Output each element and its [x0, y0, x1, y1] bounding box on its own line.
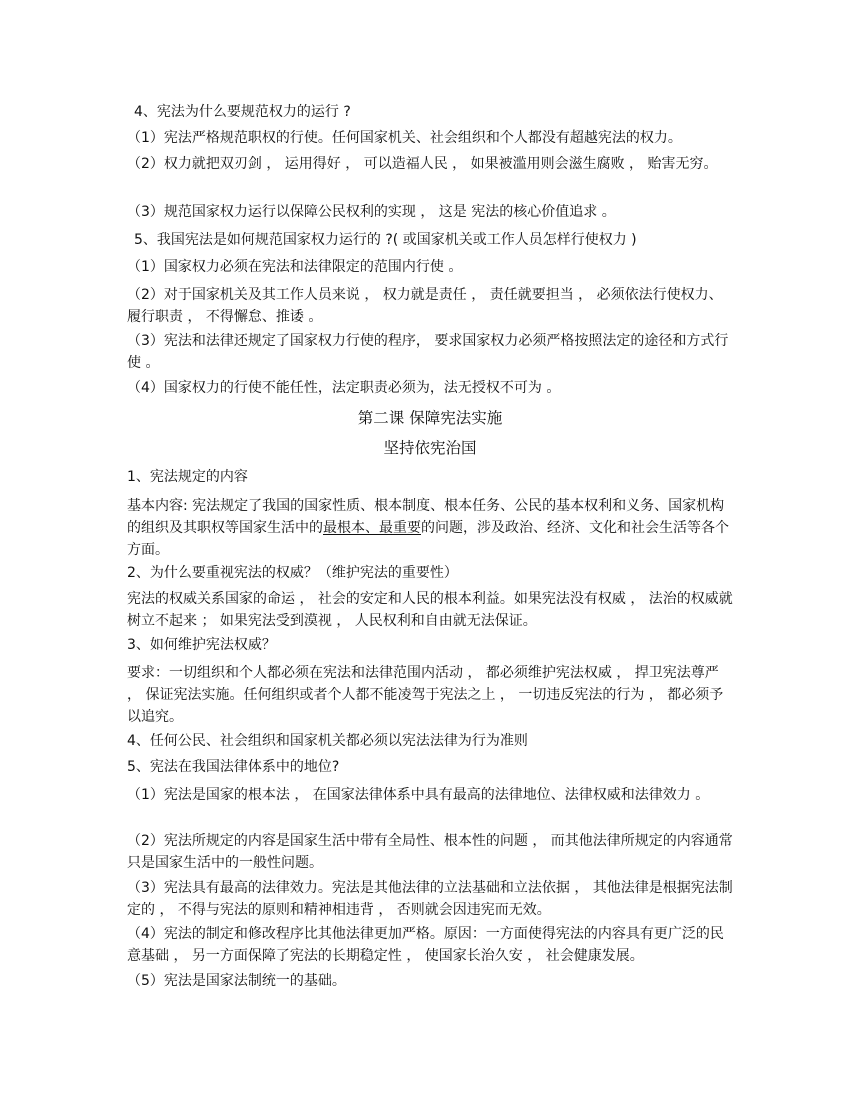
answer-4-3: （3）规范国家权力运行以保障公民权利的实现 ， 这是 宪法的核心价值追求 。 — [127, 204, 616, 220]
question-4-heading: 4、宪法为什么要规范权力的运行 ? — [134, 104, 351, 120]
lesson-title: 第二课 保障宪法实施 — [357, 409, 503, 427]
section-2-body: 宪法的权威关系国家的命运 ， 社会的安定和人民的根本利益。如果宪法没有权威 ， 法治的权威就树立不起来 ； 如果宪法受到漠视 ， 人民权利和自由就无法保证。 — [127, 591, 733, 629]
question-5-heading: 5、我国宪法是如何规范国家权力运行的 ?( 或国家机关或工作人员怎样行使权力 ) — [134, 232, 637, 248]
section-1-heading: 1、宪法规定的内容 — [127, 469, 248, 485]
answer-4-2: （2）权力就把双刃剑 ， 运用得好 ， 可以造福人民 ， 如果被滥用则会滋生腐败 ， 贻害无穷。 — [127, 156, 718, 172]
section-2-heading: 2、为什么要重视宪法的权威？（维护宪法的重要性） — [127, 565, 458, 581]
section-3-heading: 3、如何维护宪法权威？ — [127, 637, 276, 653]
answer-5-3: （3）宪法和法律还规定了国家权力行使的程序， 要求国家权力必须严格按照法定的途径和方式行使 。 — [127, 333, 729, 371]
section-title: 坚持依宪治国 — [383, 439, 477, 457]
section-1-body: 基本内容: 宪法规定了我国的国家性质、根本制度、根本任务、公民的基本权利和义务、国家机构的组织及其职权等国家生活中的最根本、最重要的问题，涉及政治、经济、文化和社会生活等各个方面。 — [127, 498, 729, 558]
answer-5-4: （4）国家权力的行使不能任性，法定职责必须为，法无授权不可为 。 — [127, 380, 561, 396]
emphasis-underline: 最根本、最重要 — [323, 520, 421, 536]
answer-s5-5: （5）宪法是国家法制统一的基础。 — [127, 973, 346, 989]
answer-5-1: （1）国家权力必须在宪法和法律限定的范围内行使 。 — [127, 259, 463, 275]
answer-s5-3: （3）宪法具有最高的法律效力。宪法是其他法律的立法基础和立法依据 ， 其他法律是根据宪法制定的 ， 不得与宪法的原则和精神相违背 ， 否则就会因违宪而无效。 — [127, 880, 733, 918]
section-3-body: 要求：一切组织和个人都必须在宪法和法律范围内活动 ， 都必须维护宪法权威 ， 捍卫宪法尊严 ， 保证宪法实施。任何组织或者个人都不能凌驾于宪法之上 ， 一切违反宪法的行为 ， 都必须予以追究。 — [127, 665, 724, 725]
answer-s5-2: （2）宪法所规定的内容是国家生活中带有全局性、根本性的问题 ， 而其他法律所规定的内容通常只是国家生活中的一般性问题。 — [127, 833, 733, 871]
answer-5-2: （2）对于国家机关及其工作人员来说 ， 权力就是责任 ， 责任就要担当 ， 必须依法行使权力、履行职责 ， 不得懈怠、推诿 。 — [127, 287, 723, 325]
answer-s5-4: （4）宪法的制定和修改程序比其他法律更加严格。原因：一方面使得宪法的内容具有更广泛的民意基础 ， 另一方面保障了宪法的长期稳定性 ， 使国家长治久安 ， 社会健康发展。 — [127, 926, 724, 964]
section-4-heading: 4、任何公民、社会组织和国家机关都必须以宪法法律为行为准则 — [127, 733, 528, 749]
answer-4-1: （1）宪法严格规范职权的行使。任何国家机关、社会组织和个人都没有超越宪法的权力。 — [127, 130, 682, 146]
answer-s5-1: （1）宪法是国家的根本法 ， 在国家法律体系中具有最高的法律地位、法律权威和法律效力 。 — [127, 787, 710, 803]
section-5-heading: 5、宪法在我国法律体系中的地位? — [127, 759, 340, 775]
